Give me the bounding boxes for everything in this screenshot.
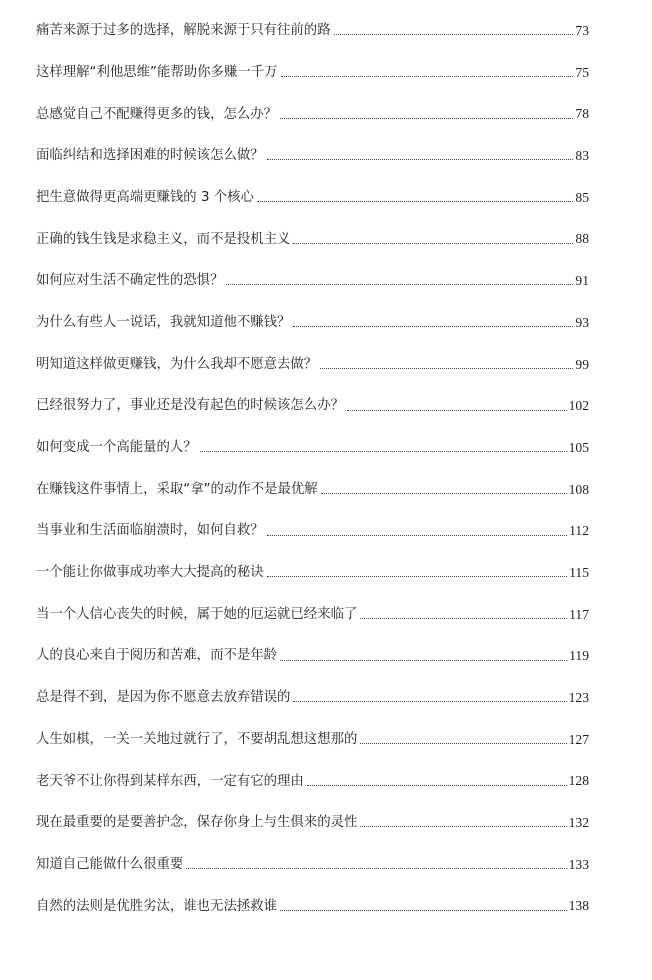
toc-entry-title: 痛苦来源于过多的选择，解脱来源于只有往前的路 <box>36 23 331 39</box>
dot-leader <box>293 243 573 244</box>
toc-entry-title: 当事业和生活面临崩溃时，如何自救？ <box>36 523 264 539</box>
toc-entry-page: 83 <box>575 148 589 164</box>
toc-entry-title: 正确的钱生钱是求稳主义，而不是投机主义 <box>36 231 291 247</box>
toc-entry-page: 85 <box>575 189 589 205</box>
toc-entry-title: 如何应对生活不确定性的恐惧？ <box>36 273 224 289</box>
toc-entry[interactable] <box>36 302 589 344</box>
dot-leader <box>360 826 566 827</box>
toc-entry-page: 127 <box>568 731 589 747</box>
toc-entry-title: 面临纠结和选择困难的时候该怎么做？ <box>36 148 264 164</box>
toc-entry[interactable] <box>36 760 589 802</box>
toc-entry-page: 132 <box>568 815 589 831</box>
toc-entry-page: 123 <box>568 690 589 706</box>
toc-entry-title: 已经很努力了，事业还是没有起色的时候该怎么办？ <box>36 398 344 414</box>
dot-leader <box>280 910 567 911</box>
toc-entry-page: 112 <box>569 523 589 539</box>
toc-entry-page: 75 <box>575 64 589 80</box>
dot-leader <box>321 493 567 494</box>
toc-entry-page: 108 <box>568 481 589 497</box>
dot-leader <box>267 159 574 160</box>
toc-entry-page: 138 <box>568 898 589 914</box>
toc-entry[interactable] <box>36 10 589 52</box>
toc-entry[interactable] <box>36 510 589 552</box>
toc-entry-title: 一个能让你做事成功率大大提高的秘诀 <box>36 565 264 581</box>
dot-leader <box>281 76 574 77</box>
dot-leader <box>293 701 566 702</box>
dot-leader <box>307 785 567 786</box>
toc-entry[interactable] <box>36 260 589 302</box>
dot-leader <box>200 451 567 452</box>
toc-entry[interactable] <box>36 344 589 386</box>
toc-entry-title: 老天爷不让你得到某样东西，一定有它的理由 <box>36 773 304 789</box>
toc-entry[interactable] <box>36 635 589 677</box>
toc-entry-page: 105 <box>568 439 589 455</box>
dot-leader <box>360 743 566 744</box>
toc-entry[interactable] <box>36 427 589 469</box>
toc-entry-title: 人生如棋，一关一关地过就行了，不要胡乱想这想那的 <box>36 731 358 747</box>
dot-leader <box>360 618 567 619</box>
toc-entry-page: 117 <box>569 606 589 622</box>
toc-entry-title: 为什么有些人一说话，我就知道他不赚钱？ <box>36 314 291 330</box>
toc-entry-title: 明知道这样做更赚钱，为什么我却不愿意去做？ <box>36 356 318 372</box>
toc-entry[interactable] <box>36 135 589 177</box>
dot-leader <box>347 410 567 411</box>
toc-entry-title: 在赚钱这件事情上，采取“拿”的动作不是最优解 <box>36 481 318 497</box>
toc-entry[interactable] <box>36 469 589 511</box>
toc-entry-title: 人的良心来自于阅历和苦难，而不是年龄 <box>36 648 278 664</box>
toc-entry-page: 119 <box>569 648 589 664</box>
toc-entry-page: 73 <box>575 23 589 39</box>
toc-entry-page: 115 <box>569 564 589 580</box>
toc-entry[interactable] <box>36 385 589 427</box>
toc-entry-title: 如何变成一个高能量的人？ <box>36 440 197 456</box>
toc-entry-title: 总是得不到，是因为你不愿意去放弃错误的 <box>36 690 291 706</box>
dot-leader <box>257 201 574 202</box>
toc-entry-page: 102 <box>568 398 589 414</box>
dot-leader <box>334 34 574 35</box>
toc-entry[interactable] <box>36 93 589 135</box>
toc-entry-page: 78 <box>575 106 589 122</box>
dot-leader <box>293 326 573 327</box>
toc-entry[interactable] <box>36 594 589 636</box>
toc-entry-title: 总感觉自己不配赚得更多的钱，怎么办？ <box>36 106 278 122</box>
toc-entry-title: 当一个人信心丧失的时候，属于她的厄运就已经来临了 <box>36 606 358 622</box>
toc-entry[interactable] <box>36 802 589 844</box>
toc-entry-page: 88 <box>575 231 589 247</box>
toc-entry-page: 91 <box>575 273 589 289</box>
dot-leader <box>320 368 573 369</box>
dot-leader <box>280 660 567 661</box>
toc-entry[interactable] <box>36 218 589 260</box>
dot-leader <box>226 284 573 285</box>
toc-entry-title: 现在最重要的是要善护念，保存你身上与生俱来的灵性 <box>36 815 358 831</box>
toc-entry[interactable] <box>36 177 589 219</box>
toc-entry-title: 自然的法则是优胜劣汰，谁也无法拯救谁 <box>36 898 278 914</box>
toc-entry[interactable] <box>36 885 589 927</box>
toc-entry-title: 知道自己能做什么很重要 <box>36 856 184 872</box>
dot-leader <box>186 868 566 869</box>
toc-entry-title: 把生意做得更高端更赚钱的 3 个核心 <box>36 189 254 205</box>
toc-entry-page: 93 <box>575 314 589 330</box>
table-of-contents <box>36 10 589 927</box>
toc-entry-title: 这样理解“利他思维”能帮助你多赚一千万 <box>36 64 278 80</box>
toc-entry[interactable] <box>36 52 589 94</box>
toc-entry[interactable] <box>36 719 589 761</box>
dot-leader <box>280 118 573 119</box>
toc-entry-page: 99 <box>575 356 589 372</box>
toc-entry-page: 133 <box>568 856 589 872</box>
toc-entry[interactable] <box>36 844 589 886</box>
dot-leader <box>267 576 567 577</box>
toc-entry-page: 128 <box>568 773 589 789</box>
toc-entry[interactable] <box>36 677 589 719</box>
toc-entry[interactable] <box>36 552 589 594</box>
dot-leader <box>267 535 567 536</box>
